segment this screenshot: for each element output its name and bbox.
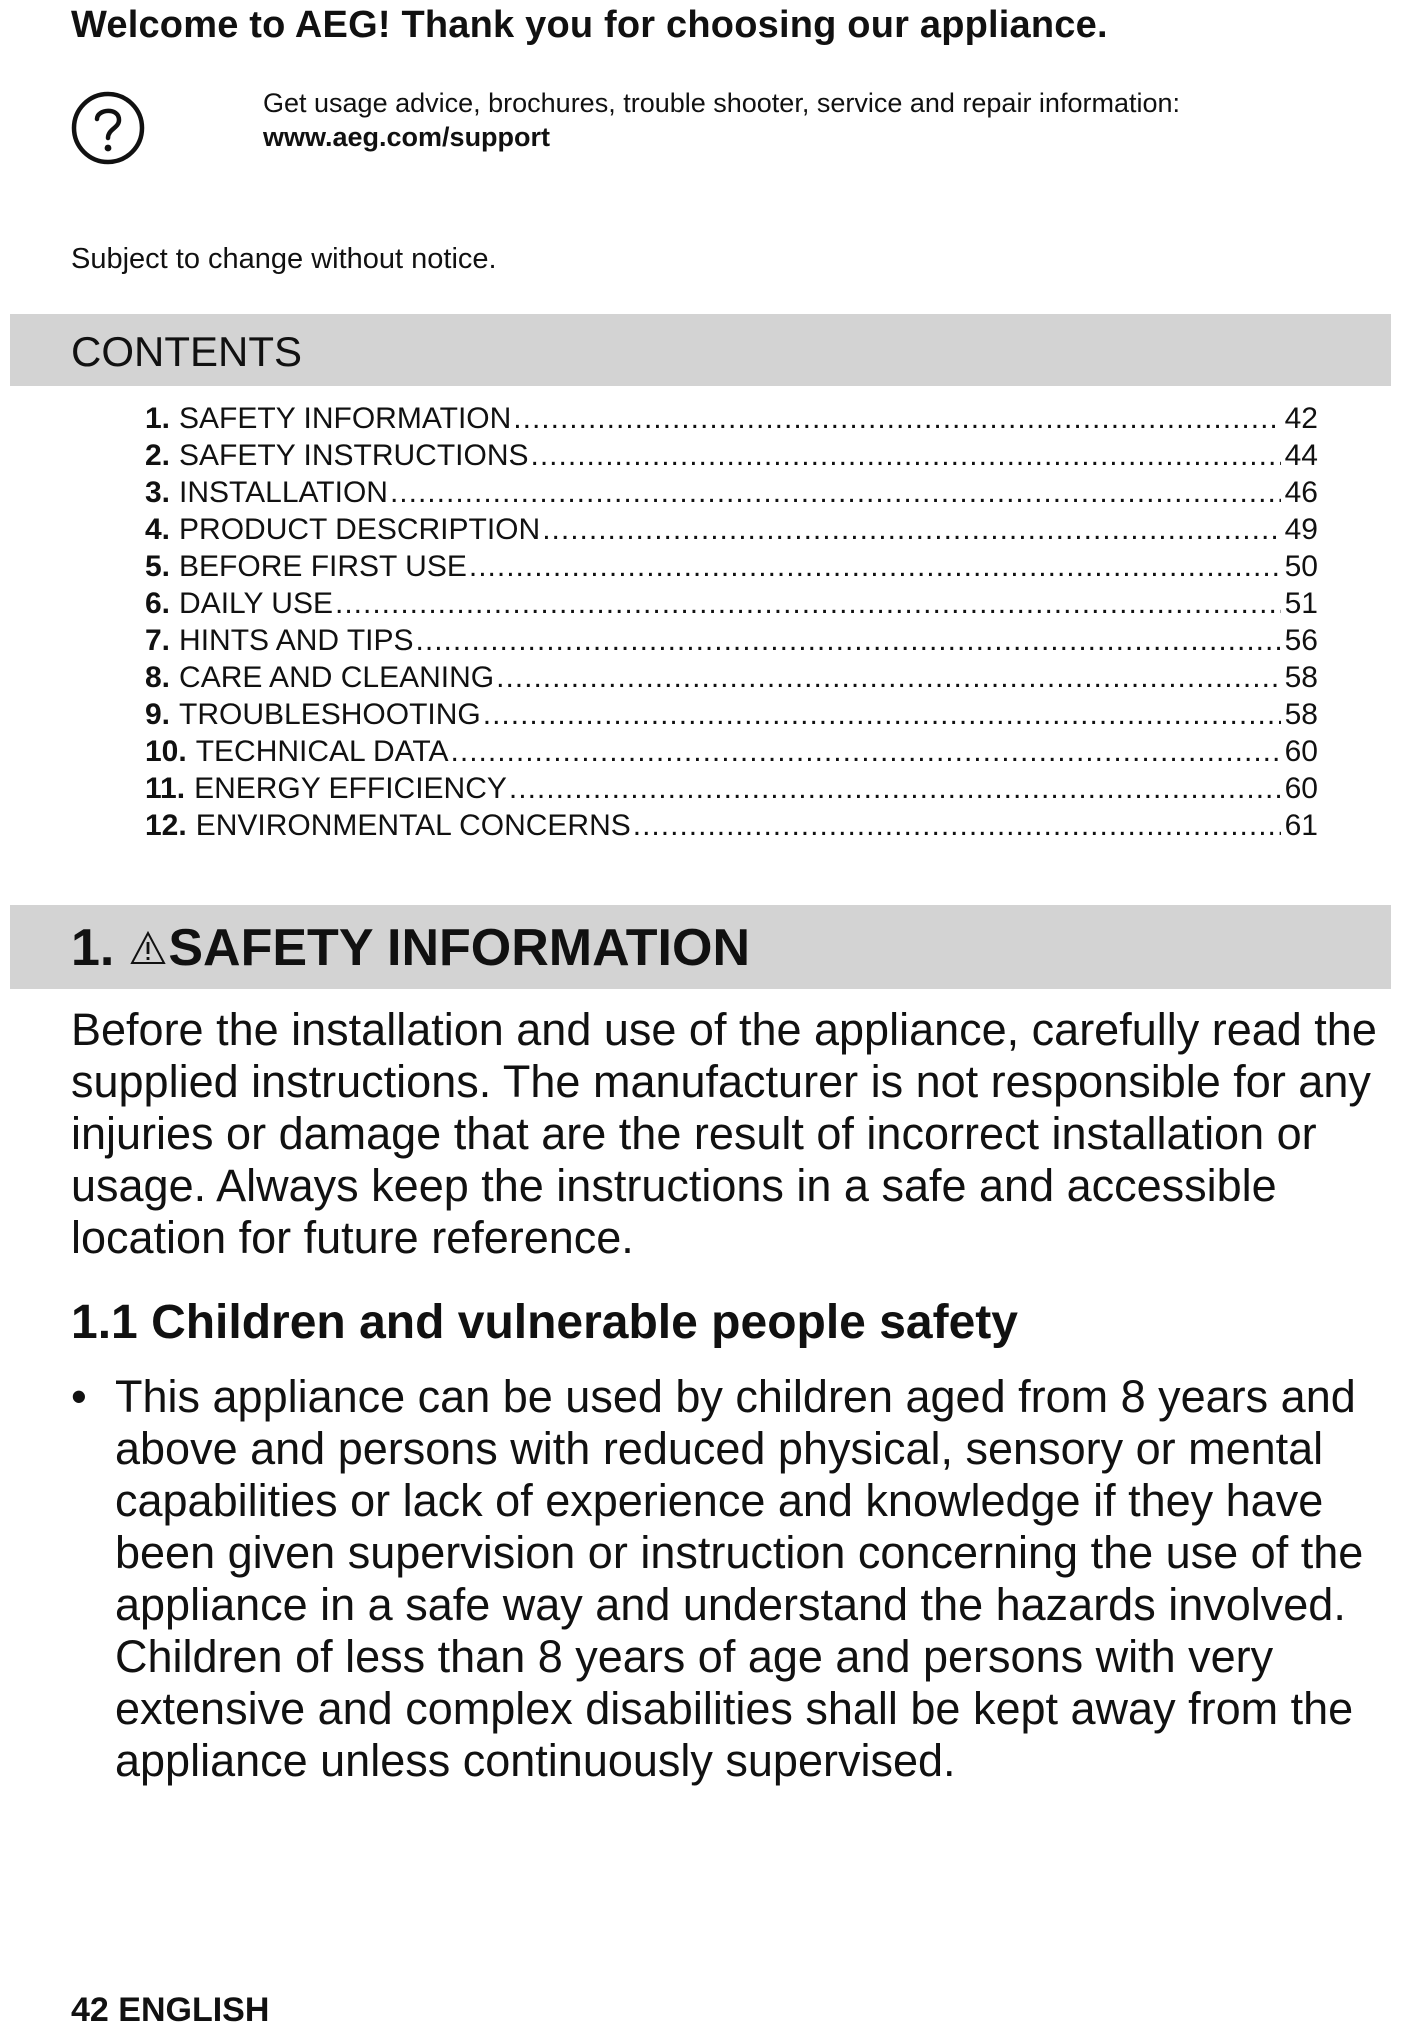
toc-leader-dots [513, 400, 1280, 437]
toc-item-page: 49 [1284, 513, 1318, 546]
toc-leader-dots [483, 696, 1281, 733]
page-footer: 42 ENGLISH [71, 1991, 270, 2029]
toc-item-title: BEFORE FIRST USE [179, 550, 467, 583]
toc-item-number: 3. [145, 476, 171, 509]
toc-item-number: 12. [145, 809, 187, 842]
toc-item-number: 5. [145, 550, 171, 583]
toc-item[interactable] [145, 400, 1318, 437]
welcome-heading: Welcome to AEG! Thank you for choosing our appliance. [71, 4, 1108, 46]
toc-item-number: 4. [145, 513, 171, 546]
toc-item-page: 60 [1284, 735, 1318, 768]
bullet-text: This appliance can be used by children aged from 8 years and above and persons with reduced physical, sensory or mental capabilities or lack of experience and knowledge if they have been given supervision or instruction concerning the use of the appliance in a safe way and understand the hazards involved. Children of less than 8 years of age and persons with very extensive and complex disabilities shall be kept away from the appliance unless continuously supervised. [115, 1371, 1364, 1786]
change-notice: Subject to change without notice. [71, 243, 497, 275]
toc-item[interactable] [145, 548, 1318, 585]
toc-item-page: 58 [1284, 698, 1318, 731]
toc-item-number: 2. [145, 439, 171, 472]
toc-item-page: 50 [1284, 550, 1318, 583]
toc-item-number: 9. [145, 698, 171, 731]
toc-item[interactable] [145, 770, 1318, 807]
toc-item-title: ENERGY EFFICIENCY [194, 772, 507, 805]
toc-item-page: 46 [1284, 476, 1318, 509]
toc-item-title: SAFETY INFORMATION [179, 402, 512, 435]
toc-item-title: HINTS AND TIPS [179, 624, 414, 657]
section-title [71, 918, 750, 978]
toc-item-number: 11. [145, 772, 186, 805]
warning-triangle-icon [130, 930, 166, 966]
support-link[interactable]: www.aeg.com/support [263, 122, 551, 152]
toc-item-page: 58 [1284, 661, 1318, 694]
section-title-text: SAFETY INFORMATION [168, 919, 750, 977]
toc-leader-dots [496, 659, 1281, 696]
toc-item[interactable] [145, 659, 1318, 696]
toc-leader-dots [509, 770, 1281, 807]
toc-item[interactable] [145, 622, 1318, 659]
toc-item[interactable] [145, 511, 1318, 548]
support-info [263, 86, 1180, 154]
toc-item-page: 60 [1284, 772, 1318, 805]
contents-title: CONTENTS [71, 328, 302, 375]
table-of-contents [145, 400, 1318, 844]
toc-item[interactable] [145, 437, 1318, 474]
toc-item-title: PRODUCT DESCRIPTION [179, 513, 541, 546]
toc-item-title: TECHNICAL DATA [195, 735, 449, 768]
toc-leader-dots [633, 807, 1281, 844]
toc-item-title: TROUBLESHOOTING [179, 698, 481, 731]
toc-item-number: 6. [145, 587, 171, 620]
toc-item-page: 44 [1284, 439, 1318, 472]
toc-leader-dots [469, 548, 1281, 585]
toc-item-title: ENVIRONMENTAL CONCERNS [195, 809, 631, 842]
support-description: Get usage advice, brochures, trouble shooter, service and repair information: [263, 88, 1180, 118]
list-item [71, 1371, 1371, 1787]
subsection-title: 1.1 Children and vulnerable people safety [71, 1296, 1018, 1349]
toc-item-page: 42 [1284, 402, 1318, 435]
toc-item[interactable] [145, 696, 1318, 733]
toc-item-title: INSTALLATION [179, 476, 388, 509]
toc-item-page: 51 [1284, 587, 1318, 620]
toc-item-number: 7. [145, 624, 171, 657]
toc-item-page: 56 [1284, 624, 1318, 657]
section-number: 1. [71, 919, 115, 977]
toc-item-page: 61 [1284, 809, 1318, 842]
toc-leader-dots [451, 733, 1281, 770]
toc-item-title: CARE AND CLEANING [179, 661, 495, 694]
toc-leader-dots [416, 622, 1281, 659]
toc-item[interactable] [145, 474, 1318, 511]
toc-leader-dots [531, 437, 1281, 474]
toc-item[interactable] [145, 807, 1318, 844]
toc-item[interactable] [145, 733, 1318, 770]
toc-item-number: 1. [145, 402, 171, 435]
help-question-icon [70, 90, 146, 166]
toc-leader-dots [335, 585, 1281, 622]
intro-paragraph: Before the installation and use of the appliance, carefully read the supplied instructions. The manufacturer is not responsible for any injuries or damage that are the result of incorrect installation or usage. Always keep the instructions in a safe and accessible location for future reference. [71, 1004, 1377, 1263]
toc-item-number: 10. [145, 735, 187, 768]
toc-item[interactable] [145, 585, 1318, 622]
bullet-mark: • [71, 1371, 87, 1422]
toc-item-title: SAFETY INSTRUCTIONS [179, 439, 529, 472]
toc-item-title: DAILY USE [179, 587, 333, 620]
toc-item-number: 8. [145, 661, 171, 694]
toc-leader-dots [390, 474, 1281, 511]
toc-leader-dots [542, 511, 1280, 548]
